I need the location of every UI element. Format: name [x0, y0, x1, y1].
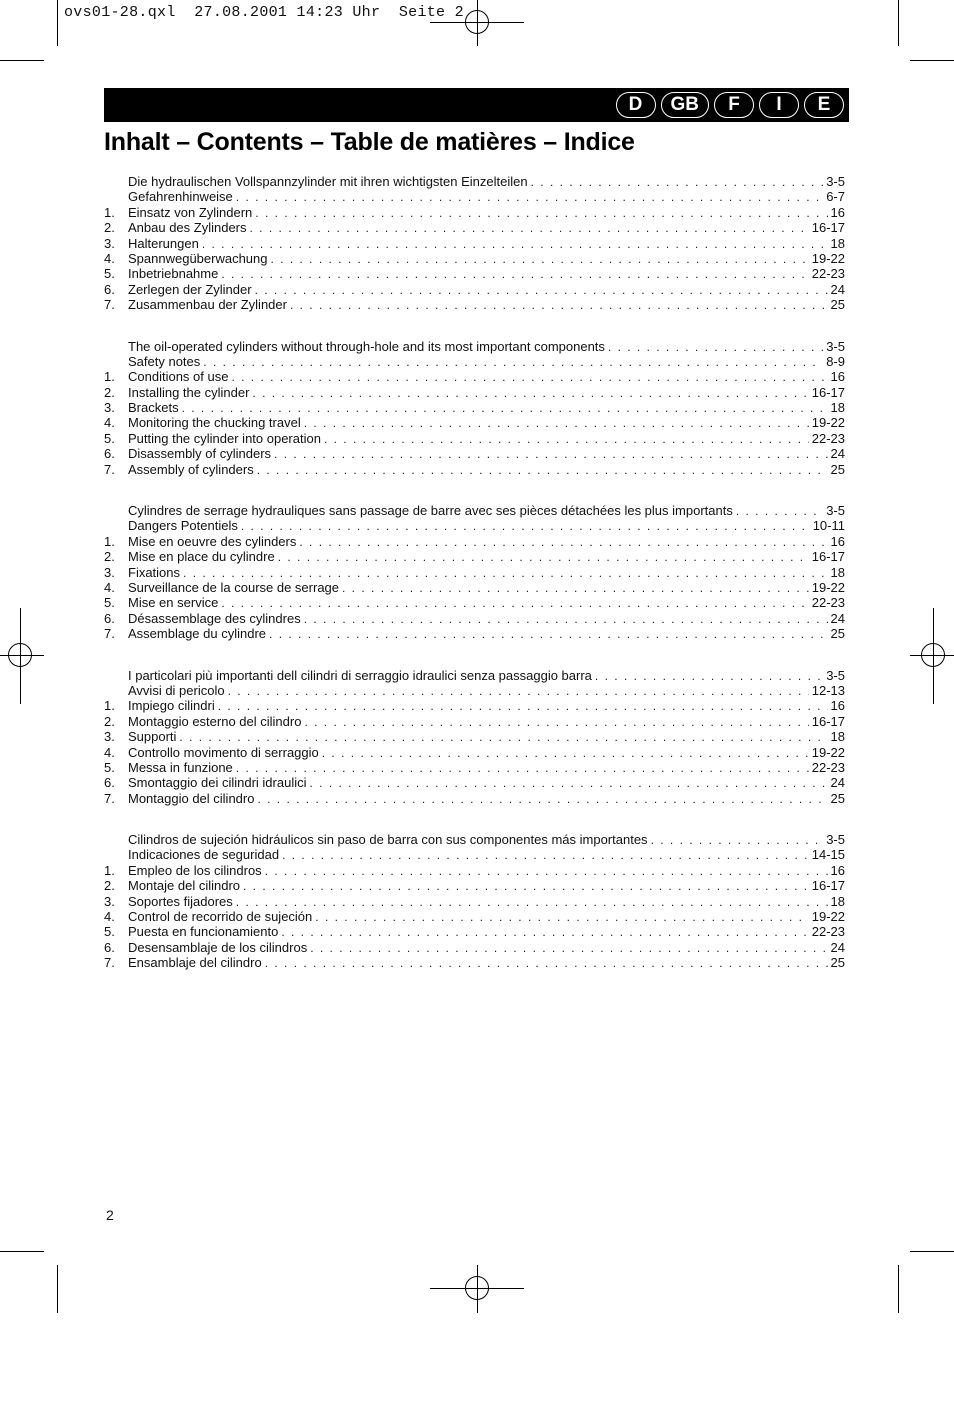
toc-entry[interactable] [104, 220, 845, 235]
toc-entry-page: 16-17 [811, 713, 845, 729]
toc-entry-label: Soportes fijadores [128, 893, 233, 909]
toc-entry[interactable] [104, 745, 845, 760]
toc-entry-page: 22-23 [811, 266, 845, 282]
toc-entry[interactable] [104, 955, 845, 970]
toc-entry[interactable] [104, 385, 845, 400]
toc-dot-leader [281, 925, 808, 940]
toc-entry-label: Installing the cylinder [128, 384, 250, 400]
toc-entry-number: 5. [104, 759, 115, 775]
toc-entry-label: I particolari più importanti dell cilindri di serraggio idraulici senza passaggio barra [128, 667, 592, 683]
crop-mark-bottom-left-v [57, 1265, 58, 1313]
toc-entry-number: 7. [104, 955, 115, 971]
toc-entry-label: Dangers Potentiels [128, 518, 238, 534]
toc-dot-leader [236, 761, 809, 776]
toc-entry-page: 18 [830, 400, 845, 416]
toc-entry-number: 1. [104, 369, 115, 385]
toc-dot-leader [304, 715, 808, 730]
toc-dot-leader [309, 776, 827, 791]
toc-dot-leader [290, 298, 828, 313]
toc-entry[interactable] [104, 611, 845, 626]
toc-entry-page: 3-5 [826, 503, 845, 519]
toc-entry[interactable] [104, 894, 845, 909]
toc-entry-label: Putting the cylinder into operation [128, 430, 321, 446]
toc-dot-leader [274, 447, 827, 462]
toc-dot-leader [595, 669, 823, 684]
toc-dot-leader [202, 237, 828, 252]
toc-dot-leader [265, 956, 828, 971]
crop-mark-top-left-h [0, 60, 44, 61]
language-bar [104, 88, 849, 122]
toc-entry-number: 4. [104, 250, 115, 266]
toc-entry[interactable] [104, 462, 845, 477]
toc-entry[interactable] [104, 189, 845, 204]
toc-entry[interactable] [104, 940, 845, 955]
toc-entry-page: 19-22 [811, 744, 845, 760]
toc-entry-number: 2. [104, 878, 115, 894]
toc-entry-number: 1. [104, 204, 115, 220]
toc-entry-label: Cilindros de sujeción hidráulicos sin paso de barra con sus componentes más importantes [128, 832, 648, 848]
toc-entry-number: 4. [104, 909, 115, 925]
toc-dot-leader [182, 401, 828, 416]
toc-entry[interactable] [104, 668, 845, 683]
toc-entry-label: Fixations [128, 564, 181, 580]
toc-entry[interactable] [104, 205, 845, 220]
toc-dot-leader [221, 596, 808, 611]
toc-entry-page: 18 [830, 564, 845, 580]
toc-entry[interactable] [104, 446, 845, 461]
toc-entry-label: Désassemblage des cylindres [128, 610, 301, 626]
toc-entry[interactable] [104, 683, 845, 698]
toc-dot-leader [257, 463, 828, 478]
toc-dot-leader [282, 848, 809, 863]
toc-dot-leader [322, 746, 809, 761]
crop-mark-top-left-v [57, 0, 58, 46]
toc-section [104, 339, 845, 478]
crop-mark-bottom-left-h [0, 1251, 44, 1252]
toc-entry-page: 19-22 [811, 415, 845, 431]
toc-entry-page: 8-9 [826, 353, 845, 369]
toc-entry-number: 2. [104, 220, 115, 236]
toc-entry-label: Brackets [128, 400, 179, 416]
toc-dot-leader [299, 535, 827, 550]
toc-entry-number: 7. [104, 626, 115, 642]
toc-dot-leader [304, 612, 828, 627]
toc-entry[interactable] [104, 354, 845, 369]
toc-entry-page: 3-5 [826, 832, 845, 848]
toc-entry-page: 16-17 [811, 878, 845, 894]
toc-entry-label: Monitoring the chucking travel [128, 415, 301, 431]
toc-entry[interactable] [104, 415, 845, 430]
toc-entry[interactable] [104, 534, 845, 549]
toc-entry-label: Desensamblaje de los cilindros [128, 939, 308, 955]
toc-entry-page: 16 [830, 204, 845, 220]
toc-entry-number: 4. [104, 744, 115, 760]
toc-dot-leader [221, 267, 808, 282]
toc-entry-page: 3-5 [826, 667, 845, 683]
toc-entry-label: Assemblage du cylindre [128, 626, 267, 642]
toc-entry-number: 2. [104, 549, 115, 565]
toc-entry-label: Gefahrenhinweise [128, 189, 233, 205]
toc-entry[interactable] [104, 775, 845, 790]
toc-entry-label: Die hydraulischen Vollspannzylinder mit ihren wichtigsten Einzelteilen [128, 174, 528, 189]
toc-entry[interactable] [104, 282, 845, 297]
page-title: Inhalt – Contents – Table de matières – Indice [104, 128, 635, 156]
toc-entry-number: 2. [104, 384, 115, 400]
toc-entry-number: 1. [104, 862, 115, 878]
toc-entry-number: 6. [104, 446, 115, 462]
toc-entry-number: 2. [104, 713, 115, 729]
toc-entry-page: 24 [830, 446, 845, 462]
toc-entry-label: Safety notes [128, 353, 201, 369]
toc-entry-label: Smontaggio dei cilindri idraulici [128, 775, 307, 791]
toc-entry[interactable] [104, 549, 845, 564]
toc-entry[interactable] [104, 626, 845, 641]
toc-entry-page: 19-22 [811, 250, 845, 266]
toc-entry-label: Halterungen [128, 235, 199, 251]
toc-entry-label: Surveillance de la course de serrage [128, 579, 340, 595]
toc-entry[interactable] [104, 909, 845, 924]
toc-entry-number: 4. [104, 415, 115, 431]
page-number: 2 [106, 1207, 114, 1223]
toc-entry-label: Cylindres de serrage hydrauliques sans passage de barre avec ses pièces détachées les plus importants [128, 503, 733, 519]
toc-entry-label: Indicaciones de seguridad [128, 847, 280, 863]
toc-entry-page: 14-15 [811, 847, 845, 863]
language-badge-i: I [759, 92, 799, 118]
toc-entry-number: 7. [104, 790, 115, 806]
toc-entry-label: Montaggio esterno del cilindro [128, 713, 302, 729]
print-slug: ovs01-28.qxl 27.08.2001 14:23 Uhr Seite 2 [64, 4, 464, 21]
toc-dot-leader [250, 221, 809, 236]
toc-section [104, 503, 845, 642]
toc-entry-number: 7. [104, 461, 115, 477]
toc-entry-page: 16-17 [811, 549, 845, 565]
toc-entry[interactable] [104, 339, 845, 354]
toc-entry-label: Controllo movimento di serraggio [128, 744, 319, 760]
toc-entry-page: 24 [830, 939, 845, 955]
toc-entry-label: Inbetriebnahme [128, 266, 219, 282]
toc-dot-leader [315, 910, 808, 925]
language-badge-d: D [616, 92, 656, 118]
toc-entry-page: 25 [830, 461, 845, 477]
toc-entry-page: 16 [830, 698, 845, 714]
toc-dot-leader [608, 340, 823, 355]
toc-dot-leader [265, 864, 828, 879]
table-of-contents [104, 174, 845, 997]
toc-entry[interactable] [104, 760, 845, 775]
toc-entry-label: Zerlegen der Zylinder [128, 281, 252, 297]
toc-dot-leader [183, 566, 828, 581]
toc-entry-number: 1. [104, 698, 115, 714]
toc-entry-label: Zusammenbau der Zylinder [128, 297, 287, 313]
toc-dot-leader [228, 684, 809, 699]
toc-dot-leader [218, 699, 828, 714]
toc-entry-page: 22-23 [811, 759, 845, 775]
toc-entry-number: 6. [104, 775, 115, 791]
crop-mark-top-right-v [898, 0, 899, 46]
toc-dot-leader [651, 833, 824, 848]
toc-entry-label: Control de recorrido de sujeción [128, 909, 313, 925]
toc-entry-page: 16-17 [811, 384, 845, 400]
registration-mark-bottom-circle [465, 1276, 489, 1300]
toc-entry-number: 5. [104, 595, 115, 611]
toc-entry-page: 25 [830, 790, 845, 806]
toc-entry-label: Einsatz von Zylindern [128, 204, 253, 220]
toc-section [104, 832, 845, 971]
toc-entry[interactable] [104, 565, 845, 580]
toc-entry-page: 10-11 [812, 518, 845, 534]
toc-entry-label: Impiego cilindri [128, 698, 215, 714]
toc-dot-leader [252, 386, 808, 401]
toc-entry[interactable] [104, 863, 845, 878]
toc-entry[interactable] [104, 729, 845, 744]
toc-entry[interactable] [104, 431, 845, 446]
toc-entry-number: 5. [104, 430, 115, 446]
toc-entry-number: 4. [104, 579, 115, 595]
toc-entry-page: 25 [830, 626, 845, 642]
language-badges [616, 92, 845, 118]
toc-entry[interactable] [104, 832, 845, 847]
toc-entry[interactable] [104, 847, 845, 862]
crop-mark-top-right-h [910, 60, 954, 61]
toc-entry-label: Conditions of use [128, 369, 229, 385]
toc-entry-number: 3. [104, 729, 115, 745]
registration-mark-right-circle [921, 643, 945, 667]
toc-entry-page: 16 [830, 533, 845, 549]
toc-entry-label: Empleo de los cilindros [128, 862, 262, 878]
toc-entry-label: Ensamblaje del cilindro [128, 955, 262, 971]
toc-entry[interactable] [104, 266, 845, 281]
toc-entry-number: 5. [104, 924, 115, 940]
toc-entry-page: 24 [830, 281, 845, 297]
crop-mark-bottom-right-h [910, 1251, 954, 1252]
toc-entry-page: 24 [830, 775, 845, 791]
toc-entry-label: Montaggio del cilindro [128, 790, 255, 806]
toc-dot-leader [736, 504, 823, 519]
toc-entry-number: 5. [104, 266, 115, 282]
toc-entry-label: Assembly of cylinders [128, 461, 254, 477]
toc-dot-leader [310, 941, 827, 956]
toc-entry-page: 25 [830, 297, 845, 313]
toc-dot-leader [271, 252, 809, 267]
toc-entry[interactable] [104, 698, 845, 713]
toc-entry[interactable] [104, 174, 845, 189]
toc-entry-page: 22-23 [811, 924, 845, 940]
toc-entry-page: 16 [830, 369, 845, 385]
toc-entry-page: 12-13 [811, 682, 845, 698]
toc-entry[interactable] [104, 518, 845, 533]
toc-entry-label: Anbau des Zylinders [128, 220, 247, 236]
toc-entry-page: 16-17 [811, 220, 845, 236]
toc-entry-number: 7. [104, 297, 115, 313]
toc-entry-page: 18 [830, 729, 845, 745]
toc-dot-leader [179, 730, 827, 745]
toc-entry-label: Disassembly of cylinders [128, 446, 272, 462]
toc-entry-page: 3-5 [826, 338, 845, 354]
toc-entry[interactable] [104, 251, 845, 266]
registration-mark-top-circle [465, 10, 489, 34]
toc-entry-page: 19-22 [811, 909, 845, 925]
toc-entry[interactable] [104, 714, 845, 729]
toc-entry-label: The oil-operated cylinders without through-hole and its most important components [128, 338, 605, 354]
toc-entry-label: Supporti [128, 729, 177, 745]
toc-entry-label: Spannwegüberwachung [128, 250, 268, 266]
toc-entry-label: Messa in funzione [128, 759, 233, 775]
toc-dot-leader [304, 416, 809, 431]
toc-entry-page: 22-23 [811, 430, 845, 446]
toc-entry-page: 24 [830, 610, 845, 626]
toc-entry-page: 19-22 [811, 579, 845, 595]
toc-entry[interactable] [104, 503, 845, 518]
toc-entry[interactable] [104, 297, 845, 312]
toc-entry[interactable] [104, 369, 845, 384]
toc-dot-leader [243, 879, 809, 894]
toc-entry-number: 3. [104, 400, 115, 416]
toc-dot-leader [236, 190, 823, 205]
toc-entry-label: Puesta en funcionamiento [128, 924, 279, 940]
crop-mark-bottom-right-v [898, 1265, 899, 1313]
toc-entry-page: 25 [830, 955, 845, 971]
toc-dot-leader [278, 550, 809, 565]
toc-entry-number: 3. [104, 235, 115, 251]
toc-entry[interactable] [104, 236, 845, 251]
toc-entry-number: 3. [104, 564, 115, 580]
toc-entry-label: Montaje del cilindro [128, 878, 241, 894]
toc-entry[interactable] [104, 580, 845, 595]
toc-entry-page: 22-23 [811, 595, 845, 611]
toc-dot-leader [203, 355, 823, 370]
toc-dot-leader [269, 627, 828, 642]
toc-entry[interactable] [104, 791, 845, 806]
toc-entry-page: 6-7 [826, 189, 845, 205]
toc-entry[interactable] [104, 400, 845, 415]
toc-entry-page: 18 [830, 893, 845, 909]
toc-entry-page: 16 [830, 862, 845, 878]
toc-section [104, 668, 845, 807]
toc-entry-label: Mise en oeuvre des cylinders [128, 533, 297, 549]
toc-entry-page: 3-5 [826, 174, 845, 189]
toc-dot-leader [324, 432, 809, 447]
toc-dot-leader [255, 283, 828, 298]
toc-entry-label: Avvisi di pericolo [128, 682, 225, 698]
toc-dot-leader [236, 895, 828, 910]
toc-entry-number: 6. [104, 281, 115, 297]
toc-entry-number: 3. [104, 893, 115, 909]
language-badge-f: F [714, 92, 754, 118]
toc-dot-leader [241, 519, 810, 534]
toc-dot-leader [342, 581, 809, 596]
toc-entry-number: 6. [104, 939, 115, 955]
toc-entry[interactable] [104, 924, 845, 939]
toc-entry-number: 1. [104, 533, 115, 549]
toc-entry[interactable] [104, 878, 845, 893]
language-badge-gb: GB [661, 92, 710, 118]
toc-section [104, 174, 845, 313]
toc-entry-page: 18 [830, 235, 845, 251]
toc-entry[interactable] [104, 595, 845, 610]
toc-dot-leader [255, 206, 827, 221]
toc-dot-leader [531, 175, 824, 190]
toc-dot-leader [257, 792, 827, 807]
toc-entry-label: Mise en service [128, 595, 219, 611]
registration-mark-left-circle [8, 643, 32, 667]
toc-entry-label: Mise en place du cylindre [128, 549, 275, 565]
toc-entry-number: 6. [104, 610, 115, 626]
toc-dot-leader [231, 370, 827, 385]
language-badge-e: E [804, 92, 844, 118]
